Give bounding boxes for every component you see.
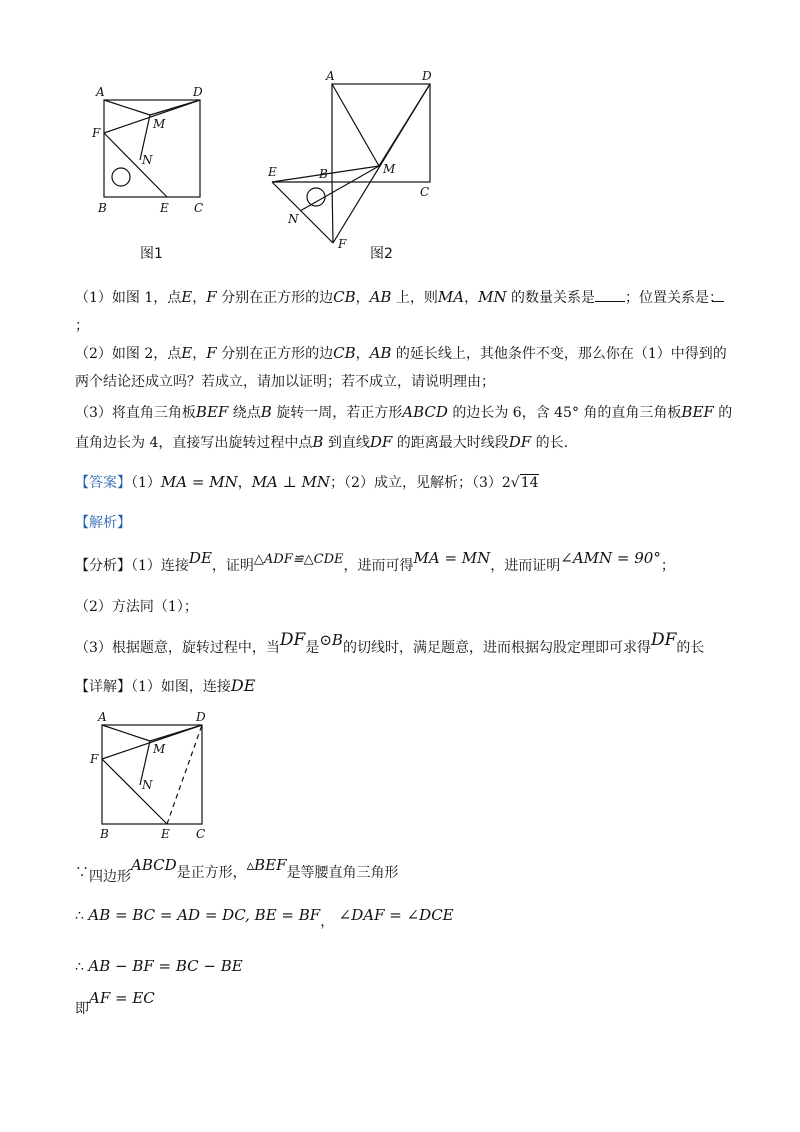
fig3-label-f: F bbox=[90, 752, 99, 766]
fig3-label-e: E bbox=[161, 827, 170, 841]
fig1-label-n: N bbox=[142, 153, 153, 167]
proof-line-1: ∵四边形ABCD是正方形，▵BEF是等腰直角三角形 bbox=[75, 856, 399, 885]
xiangjie-line: 【详解】（1）如图，连接DE bbox=[75, 676, 256, 695]
fig2-label-a: A bbox=[326, 69, 335, 83]
sqrt-sign: √ bbox=[510, 475, 520, 491]
fig1-label-d: D bbox=[193, 85, 203, 99]
answer-tag: 【答案】 bbox=[75, 475, 131, 491]
proof-line-2: ∴ AB = BC = AD = DC, BE = BF， ∠DAF = ∠DCE bbox=[75, 906, 454, 930]
fig1-caption: 图1 bbox=[140, 246, 163, 262]
question-2-line-2: 两个结论还成立吗？若成立，请加以证明；若不成立，请说明理由； bbox=[75, 374, 495, 390]
proof-line-3: ∴ AB − BF = BC − BE bbox=[75, 957, 243, 975]
answer-blank-2-wrap bbox=[712, 287, 724, 306]
question-1-tail: ； bbox=[75, 318, 89, 334]
fig2-label-c: C bbox=[420, 185, 430, 199]
jiexi-tag: 【解析】 bbox=[75, 515, 131, 531]
fig1-label-m: M bbox=[153, 117, 166, 131]
answer-blank-2[interactable] bbox=[712, 289, 724, 302]
figure-3 bbox=[86, 705, 216, 849]
fig1-label-b: B bbox=[98, 201, 107, 215]
fig3-label-c: C bbox=[196, 827, 206, 841]
fig2-circle bbox=[307, 188, 325, 206]
fig1-line-am bbox=[104, 100, 150, 115]
fig2-label-n: N bbox=[288, 212, 299, 226]
fig2-label-e: E bbox=[268, 165, 277, 179]
fig2-label-b: B bbox=[319, 167, 328, 181]
fenxi-line: 【分析】（1）连接DE，证明△ADF≌△CDE，进而可得MA = MN，进而证明∠AMN = 90°； bbox=[75, 549, 675, 574]
answer-blank-1[interactable] bbox=[595, 289, 625, 302]
fig1-label-c: C bbox=[194, 201, 204, 215]
fig2-square bbox=[332, 84, 430, 182]
question-3-line-1: （3）将直角三角板BEF 绕点B 旋转一周，若正方形ABCD 的边长为 6，含 45° 角的直角三角板BEF 的 bbox=[75, 403, 733, 421]
fig2-line-bf bbox=[332, 182, 333, 243]
figure-1 bbox=[90, 80, 220, 224]
fig3-line-am bbox=[102, 725, 150, 741]
fig1-circle bbox=[112, 168, 130, 186]
fenxi-line-3: （3）根据题意，旋转过程中，当DF是⊙B的切线时，满足题意，进而根据勾股定理即可求得DF的长 bbox=[75, 630, 705, 656]
fig1-label-a: A bbox=[96, 85, 105, 99]
fig1-label-f: F bbox=[92, 126, 101, 140]
fenxi-line-2: （2）方法同（1）； bbox=[75, 599, 198, 615]
question-3-line-2: 直角边长为 4，直接写出旋转过程中点B 到直线DF 的距离最大时线段DF 的长. bbox=[75, 433, 569, 451]
fig3-label-d: D bbox=[196, 710, 206, 724]
figure-2 bbox=[262, 66, 442, 260]
fig3-label-m: M bbox=[153, 742, 166, 756]
fig1-line-fe bbox=[104, 133, 167, 197]
question-2-line-1: （2）如图 2，点E，F 分别在正方形的边CB，AB 的延长线上，其他条件不变，那么你在（1）中得到的 bbox=[75, 344, 727, 362]
fig1-label-e: E bbox=[160, 201, 169, 215]
fig2-label-d: D bbox=[422, 69, 432, 83]
fig3-line-de-dashed bbox=[167, 725, 202, 824]
fig2-line-df bbox=[333, 84, 430, 243]
proof-line-4: 即AF = EC bbox=[75, 989, 155, 1017]
fig3-label-a: A bbox=[98, 710, 107, 724]
fig2-caption: 图2 bbox=[370, 246, 393, 262]
fig3-label-n: N bbox=[142, 778, 153, 792]
fig3-line-fe bbox=[102, 759, 167, 824]
question-1: （1）如图 1，点E，F 分别在正方形的边CB，AB 上，则MA，MN 的数量关系是 ；位置关系是： bbox=[75, 288, 724, 306]
answer-line: 【答案】（1）MA = MN，MA ⊥ MN；（2）成立，见解析；（3）2√14 bbox=[75, 473, 539, 491]
fig2-label-f: F bbox=[338, 237, 347, 251]
fig2-line-am bbox=[332, 84, 379, 166]
fig2-line-ef bbox=[272, 182, 333, 243]
fig3-label-b: B bbox=[100, 827, 109, 841]
fig2-label-m: M bbox=[383, 162, 396, 176]
